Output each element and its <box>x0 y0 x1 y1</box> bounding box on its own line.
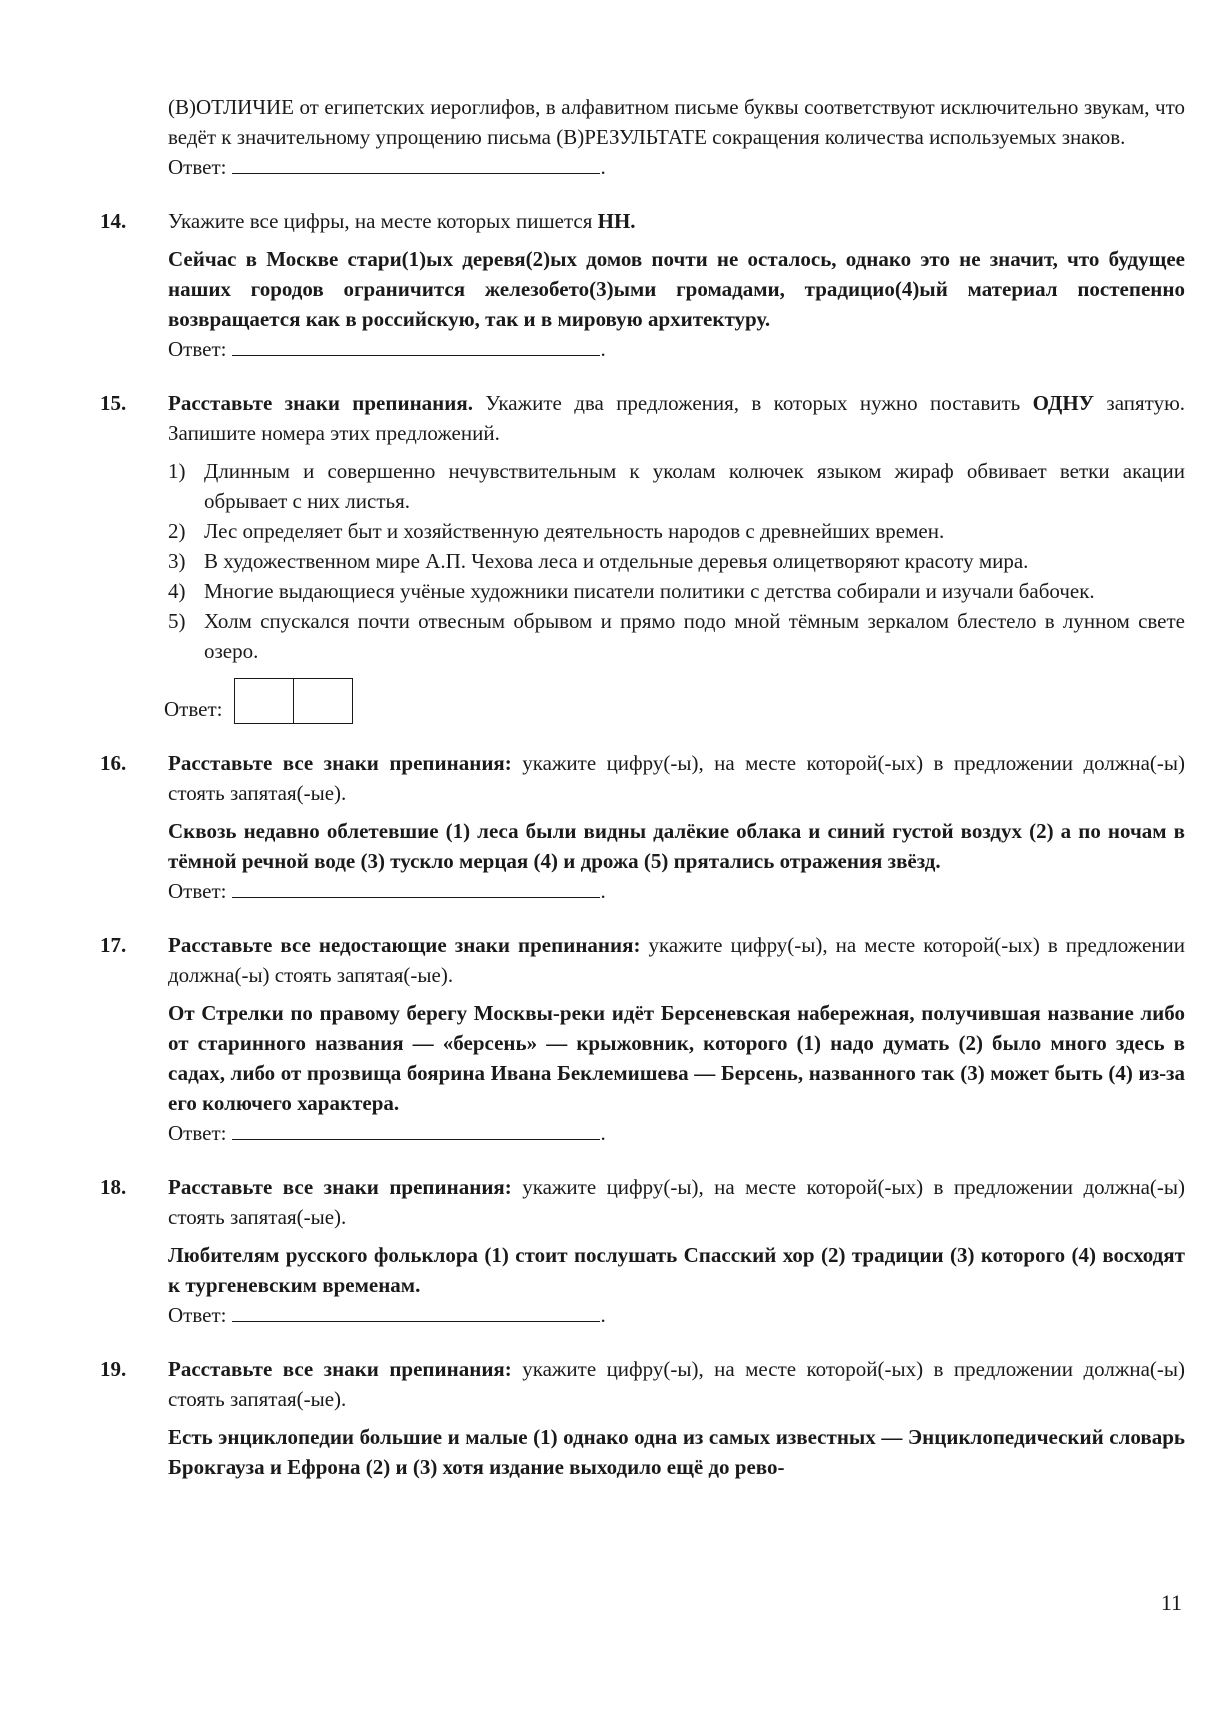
task-sentence: Сквозь недавно облетевшие (1) леса были видны далёкие облака и синий густой воздух (2) а по ночам в тёмной речной воде (3) тускло мерцая (4) и дрожа (5) прятались отражения звёзд. <box>168 819 1185 873</box>
task-instruction: Расставьте все знаки препинания: укажите цифру(-ы), на месте которой(-ых) в предложении должна(-ы) стоять запятая(-ые). <box>168 1357 1185 1411</box>
task-13-answer: Ответ: . <box>168 155 606 179</box>
task-15-answer <box>164 678 1185 724</box>
task-instruction: Расставьте знаки препинания. Укажите два предложения, в которых нужно поставить ОДНУ запятую. Запишите номера этих предложений. <box>168 391 1186 445</box>
task-number: 19. <box>100 1357 127 1381</box>
option-2: 2) Лес определяет быт и хозяйственную деятельность народов с древнейших времен. <box>168 519 945 543</box>
task-instruction: Расставьте все знаки препинания: укажите цифру(-ы), на месте которой(-ых) в предложении должна(-ы) стоять запятая(-ые). <box>168 751 1185 805</box>
task-15 <box>100 388 1185 724</box>
task-number: 16. <box>100 751 127 775</box>
exam-page <box>100 92 1185 1482</box>
task-sentence: От Стрелки по правому берегу Москвы-реки идёт Берсеневская набережная, получившая название либо от старинного названия — «берсень» — крыжовник, которого (1) надо думать (2) было много здесь в садах, либо от прозвища боярина Ивана Беклемишева — Берсень, названного так (3) может быть (4) из-за его колючего характера. <box>168 1001 1185 1115</box>
task-number: 17. <box>100 933 127 957</box>
answer-boxes <box>234 678 353 724</box>
answer-blank[interactable] <box>232 879 600 898</box>
answer-label: Ответ: <box>168 155 227 179</box>
answer-box-2[interactable] <box>293 679 352 723</box>
task-number: 15. <box>100 391 127 415</box>
task-17-answer: Ответ: . <box>168 1121 606 1145</box>
option-5: 5) Холм спускался почти отвесным обрывом и прямо подо мной тёмным зеркалом блестело в лунном свете озеро. <box>168 609 1185 663</box>
task-number: 18. <box>100 1175 127 1199</box>
task-number: 14. <box>100 209 127 233</box>
answer-blank[interactable] <box>232 1303 600 1322</box>
answer-box-1[interactable] <box>235 679 293 723</box>
option-4: 4) Многие выдающиеся учёные художники писатели политики с детства собирали и изучали бабочек. <box>168 579 1095 603</box>
task-13-sentence: (В)ОТЛИЧИЕ от египетских иероглифов, в алфавитном письме буквы соответствуют исключительно звукам, что ведёт к значительному упрощению письма (В)РЕЗУЛЬТАТЕ сокращения количества используемых знаков. <box>168 95 1185 149</box>
answer-blank[interactable] <box>232 337 600 356</box>
task-14-answer: Ответ: . <box>168 337 606 361</box>
answer-blank[interactable] <box>232 155 600 174</box>
answer-label: Ответ: <box>168 1303 227 1327</box>
task-instruction: Расставьте все знаки препинания: укажите цифру(-ы), на месте которой(-ых) в предложении должна(-ы) стоять запятая(-ые). <box>168 1175 1185 1229</box>
task-instruction: Укажите все цифры, на месте которых пишется НН. <box>168 209 636 233</box>
task-19 <box>100 1354 1185 1482</box>
answer-label: Ответ: <box>168 337 227 361</box>
task-sentence: Есть энциклопедии большие и малые (1) однако одна из самых известных — Энциклопедический словарь Брокгауза и Ефрона (2) и (3) хотя издание выходило ещё до рево- <box>168 1425 1185 1479</box>
answer-label: Ответ: <box>168 879 227 903</box>
option-3: 3) В художественном мире А.П. Чехова леса и отдельные деревья олицетворяют красоту мира. <box>168 549 1029 573</box>
option-list <box>168 456 1185 666</box>
task-sentence: Сейчас в Москве стари(1)ых деревя(2)ых домов почти не осталось, однако это не значит, что будущее наших городов ограничится железобето(3)ыми громадами, традицио(4)ый материал постепенно возвращается как в российскую, так и в мировую архитектуру. <box>168 247 1185 331</box>
answer-label: Ответ: <box>164 697 223 721</box>
task-18-answer: Ответ: . <box>168 1303 606 1327</box>
task-16 <box>100 748 1185 906</box>
answer-label: Ответ: <box>168 1121 227 1145</box>
task-14 <box>100 206 1185 364</box>
task-17 <box>100 930 1185 1148</box>
answer-blank[interactable] <box>232 1121 600 1140</box>
task-instruction: Расставьте все недостающие знаки препинания: укажите цифру(-ы), на месте которой(-ых) в предложении должна(-ы) стоять запятая(-ые). <box>168 933 1185 987</box>
task-18 <box>100 1172 1185 1330</box>
task-sentence: Любителям русского фольклора (1) стоит послушать Спасский хор (2) традиции (3) которого (4) восходят к тургеневским временам. <box>168 1243 1185 1297</box>
page-number: 11 <box>1160 1590 1182 1615</box>
option-1: 1) Длинным и совершенно нечувствительным к уколам колючек языком жираф обвивает ветки акации обрывает с них листья. <box>168 459 1185 513</box>
task-16-answer: Ответ: . <box>168 879 606 903</box>
